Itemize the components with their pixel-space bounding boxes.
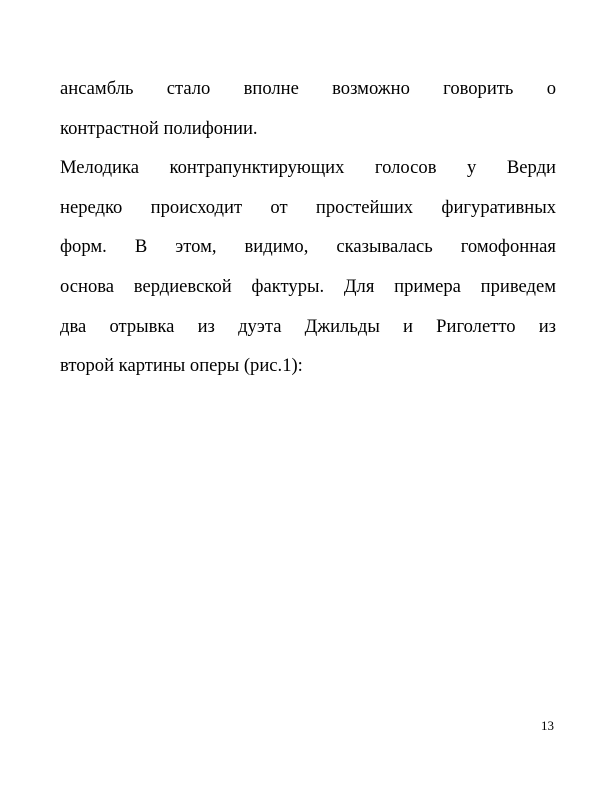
text-line-3: Мелодика контрапунктирующих голосов у Верди xyxy=(60,157,556,178)
page-number: 13 xyxy=(541,718,554,733)
text-line-1: ансамбль стало вполне возможно говорить о xyxy=(60,78,556,99)
text-line-2: контрастной полифонии. xyxy=(60,118,258,139)
text-line-5: форм. В этом, видимо, сказывалась гомофонная xyxy=(60,236,556,257)
text-line-7: два отрывка из дуэта Джильды и Риголетто из xyxy=(60,316,556,337)
text-line-8: второй картины оперы (рис.1): xyxy=(60,355,303,376)
text-line-6: основа вердиевской фактуры. Для примера приведем xyxy=(60,276,556,297)
text-line-4: нередко происходит от простейших фигуративных xyxy=(60,197,556,218)
